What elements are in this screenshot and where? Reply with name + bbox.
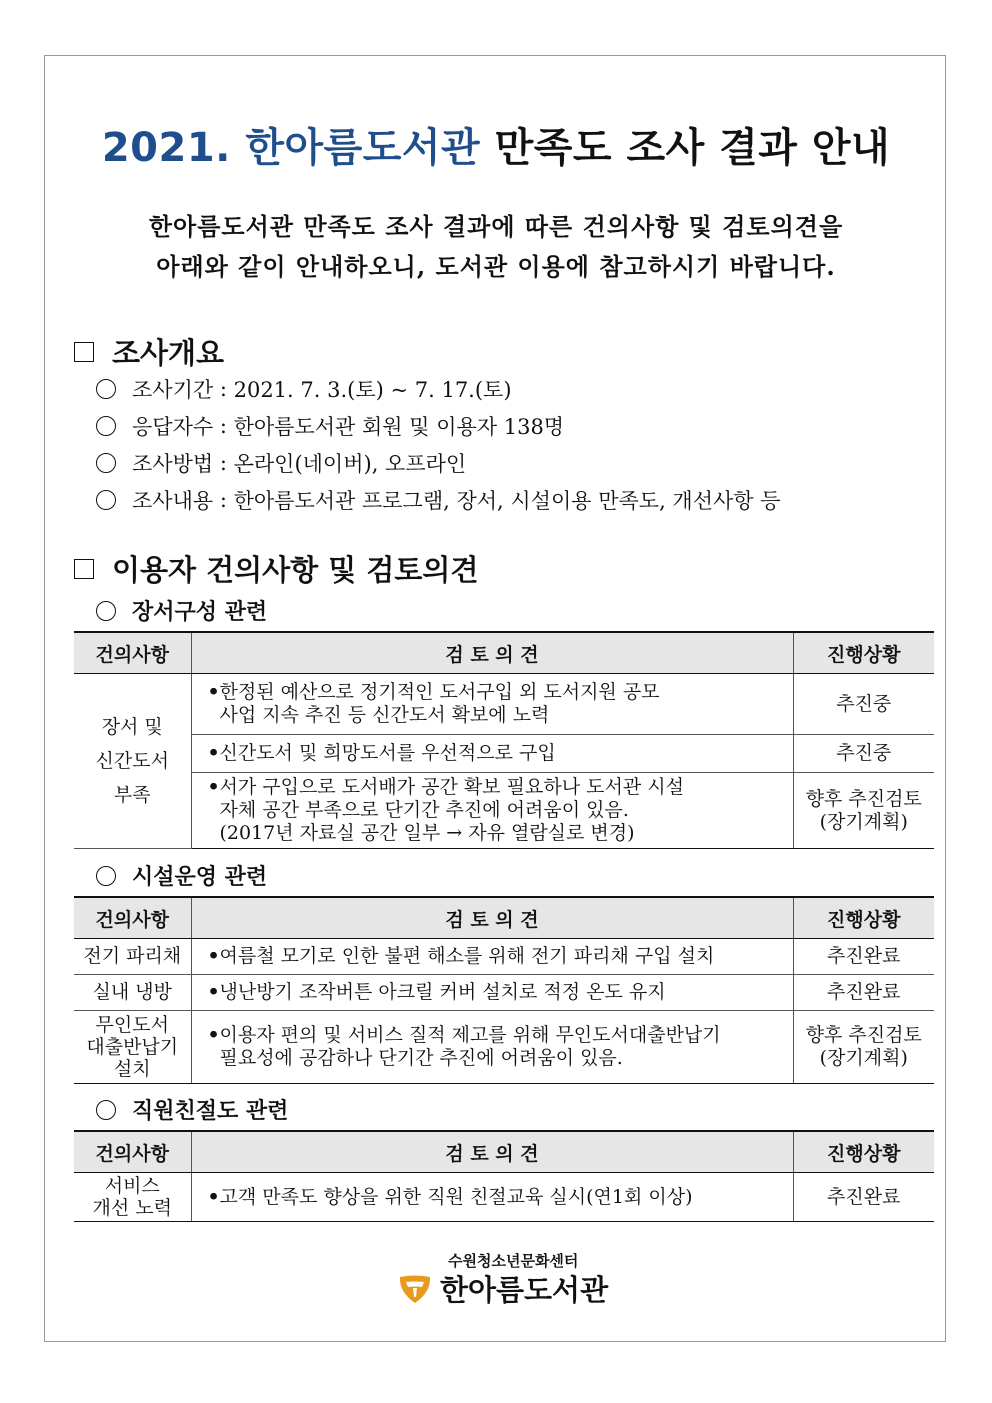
dot-bullet-icon xyxy=(208,822,220,845)
review-line: 여름철 모기로 인한 불편 해소를 위해 전기 파리채 구입 설치 xyxy=(219,945,715,967)
circle-bullet-icon xyxy=(96,601,116,621)
review-line: 자체 공간 부족으로 단기간 추진에 어려움이 있음. xyxy=(219,799,629,821)
status-cell xyxy=(793,674,934,735)
suggestion-cell xyxy=(74,939,191,975)
status-text: 추진완료 xyxy=(827,945,901,967)
circle-bullet-icon xyxy=(96,866,116,886)
page-title xyxy=(0,116,992,173)
review-line: 필요성에 공감하나 단기간 추진에 어려움이 있음. xyxy=(219,1047,623,1069)
review-cell xyxy=(191,735,793,773)
overview-heading-text: 조사개요 xyxy=(112,336,225,370)
table-row xyxy=(74,735,934,773)
suggestion-text: 대출반납기 xyxy=(86,1036,179,1058)
square-bullet-icon xyxy=(74,559,94,579)
intro-line-1: 한아름도서관 만족도 조사 결과에 따른 건의사항 및 검토의견을 xyxy=(148,212,844,241)
table-row xyxy=(74,939,934,975)
header-status: 진행상황 xyxy=(793,897,934,939)
dot-bullet-icon: • xyxy=(207,1185,220,1208)
overview-item-value: 온라인(네이버), 오프라인 xyxy=(233,452,467,476)
footer-library-name: 한아름도서관 xyxy=(440,1273,609,1307)
header-suggestion: 건의사항 xyxy=(74,897,191,939)
library-logo-icon xyxy=(398,1274,432,1304)
review-line: 사업 지속 추진 등 신간도서 확보에 노력 xyxy=(219,704,550,726)
overview-item-colon: : xyxy=(213,377,234,401)
suggestion-cell xyxy=(74,975,191,1011)
status-cell xyxy=(793,735,934,773)
overview-item-value: 2021. 7. 3.(토) ~ 7. 17.(토) xyxy=(233,378,512,402)
review-line: (2017년 자료실 공간 일부 → 자유 열람실로 변경) xyxy=(219,822,635,844)
suggestion-text: 설치 xyxy=(113,1058,151,1080)
review-cell xyxy=(191,1173,793,1222)
dot-bullet-icon xyxy=(208,799,220,822)
dot-bullet-icon: • xyxy=(207,1024,220,1046)
section-title-text: 직원친절도 관련 xyxy=(132,1098,289,1124)
overview-item-colon: : xyxy=(213,414,234,438)
suggestion-cell xyxy=(74,674,191,849)
table-header-row xyxy=(74,1131,934,1173)
suggestions-heading xyxy=(74,548,478,589)
dot-bullet-icon: • xyxy=(207,776,220,798)
table-row xyxy=(74,975,934,1011)
overview-item xyxy=(96,411,564,441)
review-cell xyxy=(191,773,793,849)
status-text: 향후 추진검토 xyxy=(805,1024,922,1046)
status-text: 추진중 xyxy=(836,742,892,764)
header-review: 검 토 의 견 xyxy=(191,632,793,674)
review-cell xyxy=(191,1011,793,1084)
dot-bullet-icon: • xyxy=(207,742,220,764)
table-facility xyxy=(74,896,934,1084)
section-title-text: 시설운영 관련 xyxy=(132,864,268,890)
dot-bullet-icon: • xyxy=(207,981,220,1003)
header-review: 검 토 의 견 xyxy=(191,1131,793,1173)
table-row xyxy=(74,773,934,849)
status-text: (장기계획) xyxy=(819,810,908,833)
status-text: 추진중 xyxy=(836,692,892,715)
header-status: 진행상황 xyxy=(793,632,934,674)
section-title-staff xyxy=(96,1094,288,1125)
table-row xyxy=(74,1173,934,1222)
review-line: 신간도서 및 희망도서를 우선적으로 구입 xyxy=(219,742,556,764)
footer-logo xyxy=(398,1268,608,1309)
overview-item-value: 한아름도서관 회원 및 이용자 138명 xyxy=(233,415,565,439)
suggestion-text: 장서 및 신간도서 부족 xyxy=(95,716,169,806)
circle-bullet-icon xyxy=(96,379,116,399)
review-line: 고객 만족도 향상을 위한 직원 친절교육 실시(연1회 이상) xyxy=(219,1185,693,1208)
status-text: 추진완료 xyxy=(827,1185,901,1208)
review-line: 한정된 예산으로 정기적인 도서구입 외 도서지원 공모 xyxy=(219,681,660,703)
section-title-facility xyxy=(96,860,267,891)
status-cell xyxy=(793,1011,934,1084)
suggestion-text: 무인도서 xyxy=(95,1014,169,1036)
overview-item-colon: : xyxy=(213,451,234,475)
suggestion-cell xyxy=(74,1011,191,1084)
review-line: 냉난방기 조작버튼 아크릴 커버 설치로 적정 온도 유지 xyxy=(219,981,666,1003)
circle-bullet-icon xyxy=(96,1100,116,1120)
header-suggestion: 건의사항 xyxy=(74,1131,191,1173)
review-cell xyxy=(191,674,793,735)
overview-item-value: 한아름도서관 프로그램, 장서, 시설이용 만족도, 개선사항 등 xyxy=(233,489,781,513)
circle-bullet-icon xyxy=(96,490,116,510)
overview-item xyxy=(96,485,781,515)
overview-item-label: 조사내용 xyxy=(132,489,214,513)
overview-item xyxy=(96,448,466,478)
table-row xyxy=(74,1011,934,1084)
suggestion-text: 개선 노력 xyxy=(92,1197,172,1219)
status-cell xyxy=(793,1173,934,1222)
suggestion-text: 전기 파리채 xyxy=(83,945,182,967)
review-cell xyxy=(191,939,793,975)
header-review: 검 토 의 견 xyxy=(191,897,793,939)
review-cell xyxy=(191,975,793,1011)
intro-line-2: 아래와 같이 안내하오니, 도서관 이용에 참고하시기 바랍니다. xyxy=(156,252,836,281)
section-title-text: 장서구성 관련 xyxy=(132,599,268,625)
table-staff xyxy=(74,1130,934,1222)
suggestion-text: 실내 냉방 xyxy=(92,981,172,1003)
header-suggestion: 건의사항 xyxy=(74,632,191,674)
dot-bullet-icon xyxy=(208,1047,220,1070)
suggestions-heading-text: 이용자 건의사항 및 검토의견 xyxy=(112,553,479,587)
table-header-row xyxy=(74,897,934,939)
circle-bullet-icon xyxy=(96,416,116,436)
overview-item-label: 조사기간 xyxy=(132,378,214,402)
overview-item-colon: : xyxy=(213,488,234,512)
status-cell xyxy=(793,975,934,1011)
review-line: 서가 구입으로 도서배가 공간 확보 필요하나 도서관 시설 xyxy=(219,776,684,798)
status-text: (장기계획) xyxy=(819,1047,908,1069)
review-line: 이용자 편의 및 서비스 질적 제고를 위해 무인도서대출반납기 xyxy=(219,1024,721,1046)
title-rest: 만족도 조사 결과 안내 xyxy=(494,125,891,171)
overview-item xyxy=(96,374,512,404)
circle-bullet-icon xyxy=(96,453,116,473)
status-text: 향후 추진검토 xyxy=(805,787,922,810)
title-year: 2021. xyxy=(101,125,231,171)
overview-item-label: 조사방법 xyxy=(132,452,214,476)
intro-text xyxy=(0,207,992,287)
suggestion-cell xyxy=(74,1173,191,1222)
table-row xyxy=(74,674,934,735)
dot-bullet-icon xyxy=(208,704,220,727)
overview-item-label: 응답자수 xyxy=(132,415,214,439)
section-title-collection xyxy=(96,595,267,626)
square-bullet-icon xyxy=(74,342,94,362)
table-collection xyxy=(74,631,934,849)
status-cell xyxy=(793,773,934,849)
status-cell xyxy=(793,939,934,975)
suggestion-text: 서비스 xyxy=(104,1175,160,1197)
dot-bullet-icon: • xyxy=(207,681,220,703)
table-header-row xyxy=(74,632,934,674)
overview-heading xyxy=(74,331,224,372)
title-library: 한아름도서관 xyxy=(245,125,481,171)
header-status: 진행상황 xyxy=(793,1131,934,1173)
footer-org: 수원청소년문화센터 xyxy=(448,1252,579,1270)
status-text: 추진완료 xyxy=(827,981,901,1003)
dot-bullet-icon: • xyxy=(207,945,220,967)
